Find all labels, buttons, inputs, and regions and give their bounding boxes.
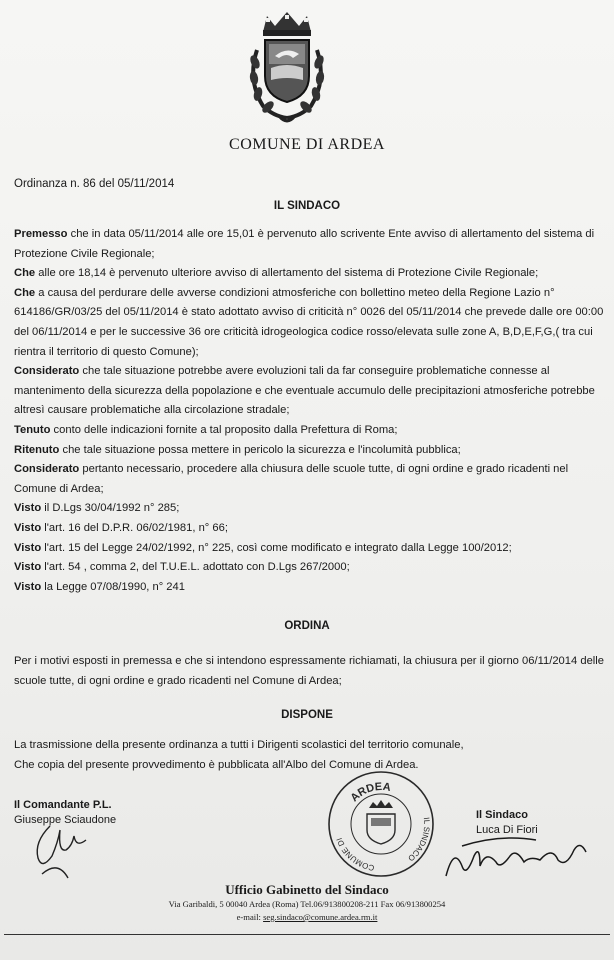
paragraph-lead: Che	[14, 267, 36, 280]
paragraph	[14, 225, 604, 264]
paragraph-text: conto delle indicazioni fornite a tal proposito dalla Prefettura di Roma;	[50, 423, 398, 436]
heading-ordina: ORDINA	[284, 620, 330, 632]
handwritten-signature-right	[440, 826, 590, 886]
paragraph-lead: Visto	[14, 502, 42, 515]
stamp-text-top: ARDEA	[348, 780, 392, 805]
paragraph	[14, 421, 604, 441]
municipality-name: COMUNE DI ARDEA	[229, 136, 385, 153]
stamp-text-right: IL SINDACO	[406, 816, 432, 863]
ordina-text: Per i motivi esposti in premessa e che si intendono espressamente richiamati, la chiusura per il giorno 06/11/2014 delle scuole tutte, di ogni ordine e grado ricadenti nel Comune di Ardea;	[14, 655, 604, 687]
footer-address: Via Garibaldi, 5 00040 Ardea (Roma) Tel.06/913800208-211 Fax 06/913800254	[168, 899, 446, 909]
premises-block	[14, 225, 604, 597]
heading-dispone: DISPONE	[281, 709, 333, 721]
paragraph-lead: Ritenuto	[14, 443, 60, 456]
official-seal-icon	[325, 768, 437, 880]
paragraph-text: l'art. 54 , comma 2, del T.U.E.L. adottato con D.Lgs 267/2000;	[41, 561, 350, 574]
paragraph	[14, 441, 604, 461]
paragraph-lead: Visto	[14, 561, 42, 574]
paragraph-text: l'art. 16 del D.P.R. 06/02/1981, n° 66;	[41, 521, 228, 534]
paragraph-text: il D.Lgs 30/04/1992 n° 285;	[41, 502, 180, 515]
paragraph-lead: Considerato	[14, 463, 80, 476]
footer-email-link[interactable]: seg.sindaco@comune.ardea.rm.it	[263, 912, 378, 922]
paragraph-text: la Legge 07/08/1990, n° 241	[41, 580, 185, 593]
paragraph-lead: Visto	[14, 580, 42, 593]
footer-divider	[4, 934, 610, 935]
footer-office: Ufficio Gabinetto del Sindaco	[225, 882, 389, 897]
paragraph	[14, 264, 604, 284]
signer-name: Giuseppe Sciaudone	[14, 814, 117, 826]
paragraph	[14, 362, 604, 421]
heading-il-sindaco: IL SINDACO	[273, 200, 341, 212]
footer-email-label: e-mail:	[236, 912, 264, 922]
paragraph-text: pertanto necessario, procedere alla chiusura delle scuole tutte, di ogni ordine e grado ricadenti nel Comune di Ardea;	[14, 463, 569, 495]
paragraph-lead: Visto	[14, 521, 42, 534]
signer-name: Luca Di Fiori	[476, 824, 538, 836]
signer-role: Il Sindaco	[476, 809, 528, 821]
dispone-block	[14, 736, 604, 775]
paragraph	[14, 499, 604, 519]
svg-text:ARDEA	[348, 781, 391, 804]
paragraph	[14, 539, 604, 559]
paragraph-text: che in data 05/11/2014 alle ore 15,01 è pervenuto allo scrivente Ente avviso di allertamento del sistema di Protezione Civile Regionale;	[14, 228, 595, 260]
paragraph	[14, 578, 604, 598]
paragraph-text: a causa del perdurare delle avverse condizioni atmosferiche con bollettino meteo della Regione Lazio n° 614186/GR/03/25 del 05/11/2014 è stato adottato avviso di criticità n° 0026 del 05/11/2014 che prevede dalle ore 00:00 del 06/11/2014 e per le successive 36 ore criticità idrogeologica codice rosso/elevata sulle zone A, B,D,E,F,G,( tra cui rientra il territorio di questo Comune);	[14, 286, 604, 358]
paragraph-lead: Tenuto	[14, 423, 51, 436]
svg-text:IL SINDACO	[406, 817, 431, 863]
stamp-text-left: COMUNE DI	[334, 836, 376, 873]
paragraph-text: che tale situazione possa mettere in pericolo la sicurezza e l'incolumità pubblica;	[59, 443, 461, 456]
coat-of-arms-icon	[243, 10, 331, 130]
paragraph	[14, 284, 604, 362]
paragraph-lead: Visto	[14, 541, 42, 554]
paragraph-text: alle ore 18,14 è pervenuto ulteriore avviso di allertamento del sistema di Protezione Civile Regionale;	[35, 267, 539, 280]
paragraph-lead: Premesso	[14, 228, 68, 240]
paragraph	[14, 460, 604, 499]
paragraph-text: che tale situazione potrebbe avere evoluzioni tali da far conseguire problematiche connesse al mantenimento della sicurezza della popolazione e che eventuale accumulo delle precipitazioni atmosferiche potrebbe altresì causare problematiche alla circolazione stradale;	[14, 365, 595, 417]
dispone-line: La trasmissione della presente ordinanza a tutti i Dirigenti scolastici del territorio comunale,	[14, 739, 464, 751]
paragraph-lead: Che	[14, 286, 36, 299]
svg-text:COMUNE DI	[335, 837, 375, 873]
ordinance-number: Ordinanza n. 86 del 05/11/2014	[14, 178, 175, 190]
paragraph-text: l'art. 15 del Legge 24/02/1992, n° 225, così come modificato e integrato dalla Legge 100/2012;	[41, 541, 512, 554]
signer-role: Il Comandante P.L.	[14, 799, 112, 811]
paragraph	[14, 558, 604, 578]
handwritten-signature-left	[28, 812, 98, 882]
footer-email	[0, 912, 614, 922]
paragraph-lead: Considerato	[14, 365, 80, 378]
paragraph	[14, 519, 604, 539]
dispone-line: Che copia del presente provvedimento è pubblicata all'Albo del Comune di Ardea.	[14, 758, 419, 771]
